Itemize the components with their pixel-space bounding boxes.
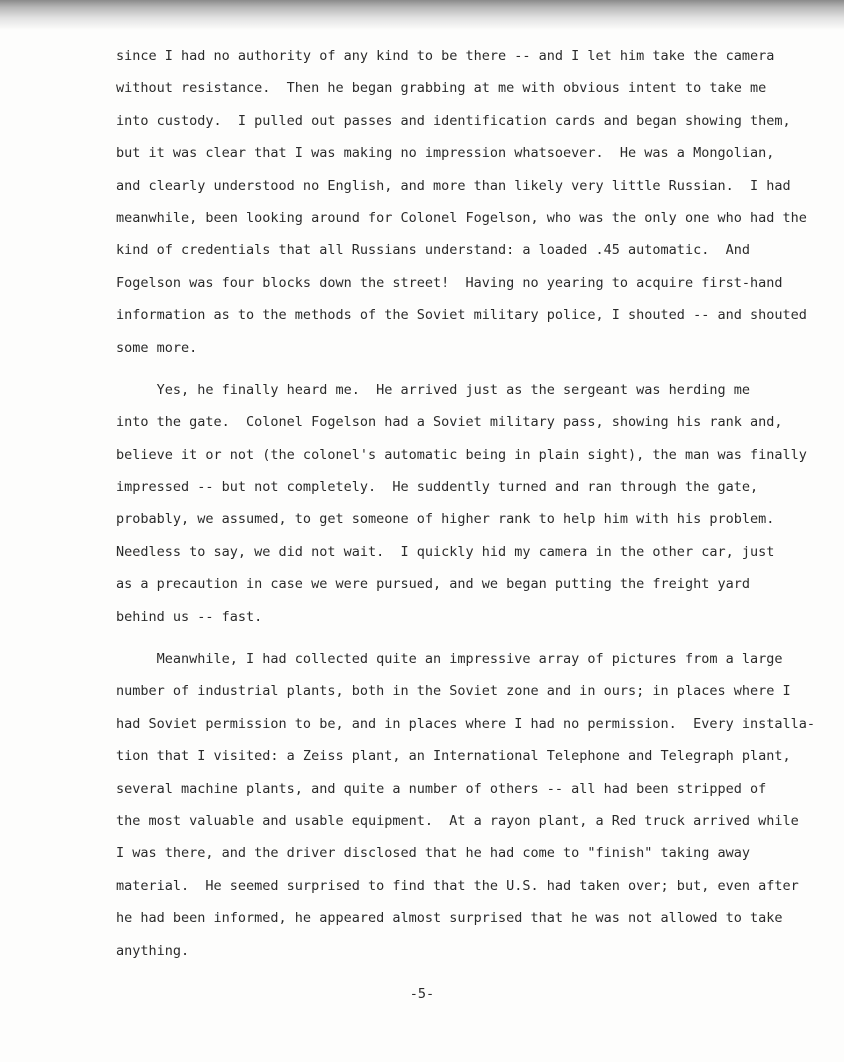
text-line: meanwhile, been looking around for Colonel Fogelson, who was the only one who had the [116,209,807,226]
text-line: Yes, he finally heard me. He arrived just as the sergeant was herding me [116,381,750,398]
text-line: some more. [116,339,198,356]
text-line: into the gate. Colonel Fogelson had a Soviet military pass, showing his rank and, [116,414,783,431]
text-line: I was there, and the driver disclosed that he had come to "finish" taking away [116,845,750,862]
text-line: impressed -- but not completely. He suddently turned and ran through the gate, [116,479,759,496]
text-line: behind us -- fast. [116,608,263,625]
paragraph-gap [116,364,816,374]
text-line: into custody. I pulled out passes and identification cards and began showing them, [116,112,791,129]
text-line: information as to the methods of the Soviet military police, I shouted -- and shouted [116,307,807,324]
page-number: -5- [409,986,435,1002]
text-line: tion that I visited: a Zeiss plant, an International Telephone and Telegraph plant, [116,748,791,765]
body-text [116,40,816,967]
text-line: several machine plants, and quite a number of others -- all had been stripped of [116,780,767,797]
paragraph-gap [116,633,816,643]
text-line: the most valuable and usable equipment. At a rayon plant, a Red truck arrived while [116,812,799,829]
text-line: anything. [116,942,190,959]
text-line: and clearly understood no English, and more than likely very little Russian. I had [116,177,791,194]
paragraph-3 [116,643,816,967]
text-line: material. He seemed surprised to find that the U.S. had taken over; but, even after [116,877,799,894]
text-line: as a precaution in case we were pursued, and we began putting the freight yard [116,576,750,593]
text-line: probably, we assumed, to get someone of higher rank to help him with his problem. [116,511,775,528]
text-line: Meanwhile, I had collected quite an impressive array of pictures from a large [116,651,783,668]
text-line: Needless to say, we did not wait. I quickly hid my camera in the other car, just [116,543,775,560]
scan-shadow [0,0,844,30]
text-line: but it was clear that I was making no impression whatsoever. He was a Mongolian, [116,145,775,162]
paragraph-1 [116,40,816,364]
text-line: believe it or not (the colonel's automatic being in plain sight), the man was finally [116,446,807,463]
text-line: number of industrial plants, both in the Soviet zone and in ours; in places where I [116,683,791,700]
text-line: kind of credentials that all Russians understand: a loaded .45 automatic. And [116,242,750,259]
text-line: had Soviet permission to be, and in places where I had no permission. Every installa- [116,715,815,732]
text-line: he had been informed, he appeared almost surprised that he was not allowed to take [116,910,783,927]
text-line: without resistance. Then he began grabbing at me with obvious intent to take me [116,80,767,97]
text-line: Fogelson was four blocks down the street! Having no yearing to acquire first-hand [116,274,783,291]
text-line: since I had no authority of any kind to be there -- and I let him take the camera [116,48,775,64]
paragraph-2 [116,374,816,633]
